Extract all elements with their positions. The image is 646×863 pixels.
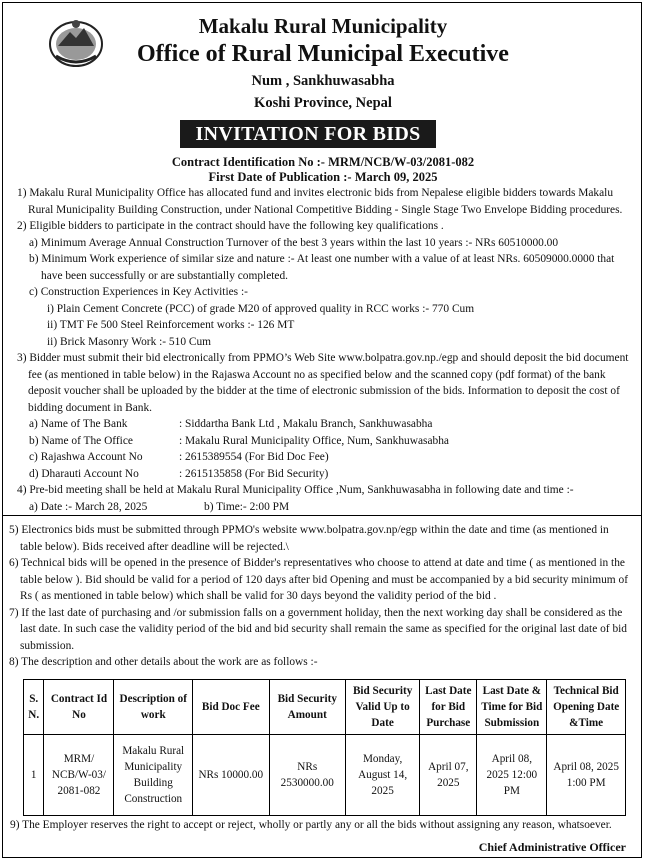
cell-bid-security: NRs 2530000.00 — [269, 735, 345, 816]
cell-description: Makalu Rural Municipality Building Construction — [114, 735, 193, 816]
paragraph-5: 5) Electronics bids must be submitted through PPMO's website www.bolpatra.gov.np/egp within the date and time (as mentioned in table below). Bids received after deadline will be rejected.\ — [9, 524, 609, 553]
cell-opening: April 08, 2025 1:00 PM — [547, 735, 626, 816]
prebid-time: b) Time:- 2:00 PM — [204, 500, 290, 513]
activity-i: i) Plain Cement Concrete (PCC) of grade M20 of approved quality in RCC works :- 770 Cum — [47, 302, 475, 315]
col-bid-doc-fee: Bid Doc Fee — [193, 680, 269, 735]
cell-sn: 1 — [24, 735, 44, 816]
notice-body-top — [17, 185, 633, 515]
paragraph-8: 8) The description and other details about the work are as follows :- — [9, 656, 318, 668]
bank-row — [17, 416, 633, 433]
address-line-1: Num , Sankhuwasabha — [251, 73, 395, 89]
table-header-row — [24, 680, 626, 735]
prebid-row — [17, 499, 633, 516]
office-label: b) Name of The Office — [29, 434, 133, 447]
table-row — [24, 735, 626, 816]
publication-date-line: First Date of Publication :- March 09, 2025 — [208, 170, 438, 184]
dharauti-label: d) Dharauti Account No — [29, 467, 139, 480]
col-bid-security: Bid Security Amount — [269, 680, 345, 735]
section-divider — [2, 515, 642, 516]
col-last-submission: Last Date & Time for Bid Submission — [477, 680, 547, 735]
dharauti-value: : 2615135858 (For Bid Security) — [179, 467, 329, 480]
paragraph-9: 9) The Employer reserves the right to accept or reject, wholly or partly any or all the bids without assigning any reason, whatsoever. — [10, 819, 612, 831]
office-name: Office of Rural Municipal Executive — [137, 41, 509, 67]
notice-body-bottom — [9, 522, 629, 671]
bank-label: a) Name of The Bank — [29, 418, 128, 430]
activity-iii: ii) Brick Masonry Work :- 510 Cum — [47, 335, 212, 348]
paragraph-6: 6) Technical bids will be opened in the presence of Bidder's representatives who choose to attend at date and time ( as mentioned in the table below ). Bid should be valid for a period of 120 days after bid Opening and must be accompanied by a bid security minimum of Rs ( as mentioned in table below) which shall be valid for 30 days beyond the validity period of the bid . — [9, 557, 628, 602]
invitation-banner: INVITATION FOR BIDS — [180, 120, 436, 148]
office-value: : Makalu Rural Municipality Office, Num, Sankhuwasabha — [179, 434, 449, 447]
cell-bid-doc-fee: NRs 10000.00 — [193, 735, 269, 816]
signature-title: Chief Administrative Officer — [478, 840, 626, 854]
prebid-date: a) Date :- March 28, 2025 — [29, 500, 148, 513]
office-row — [17, 433, 633, 450]
cell-contract-id: MRM/ NCB/W-03/ 2081-082 — [44, 735, 114, 816]
dharauti-row — [17, 466, 633, 483]
contract-id-line: Contract Identification No :- MRM/NCB/W-03/2081-082 — [171, 155, 475, 169]
qualification-a: a) Minimum Average Annual Construction Turnover of the best 3 years within the last 10 years :- NRs 60510000.00 — [29, 236, 559, 249]
paragraph-1: 1) Makalu Rural Municipality Office has allocated fund and invites electronic bids from Nepalese eligible bidders towards Makalu Rural Municipality Building Construction, under National Competitive Bidding - Single Stage Two Envelope Bidding procedures. — [17, 187, 623, 216]
cell-security-valid: Monday, August 14, 2025 — [345, 735, 419, 816]
rajashwa-value: : 2615389554 (For Bid Doc Fee) — [179, 451, 329, 463]
rajashwa-label: c) Rajashwa Account No — [29, 451, 143, 463]
qualification-b: b) Minimum Work experience of similar size and nature :- At least one number with a value of at least NRs. 60509000.0000 that have been successfully or are substantially completed. — [29, 253, 615, 282]
qualification-c: c) Construction Experiences in Key Activities :- — [29, 286, 248, 298]
rajashwa-row — [17, 449, 633, 466]
address-line-2: Koshi Province, Nepal — [254, 95, 392, 111]
col-security-valid: Bid Security Valid Up to Date — [345, 680, 419, 735]
cell-last-submission: April 08, 2025 12:00 PM — [477, 735, 547, 816]
col-last-purchase: Last Date for Bid Purchase — [420, 680, 477, 735]
activity-ii: ii) TMT Fe 500 Steel Reinforcement works :- 126 MT — [47, 319, 295, 331]
col-contract-id: Contract Id No — [44, 680, 114, 735]
paragraph-4: 4) Pre-bid meeting shall be held at Makalu Rural Municipality Office ,Num, Sankhuwasabha in following date and time :- — [17, 484, 574, 496]
col-sn: S. N. — [24, 680, 44, 735]
col-description: Description of work — [114, 680, 193, 735]
cell-last-purchase: April 07, 2025 — [420, 735, 477, 816]
bank-value: : Siddartha Bank Ltd , Makalu Branch, Sankhuwasabha — [179, 418, 433, 430]
paragraph-2: 2) Eligible bidders to participate in the contract should have the following key qualifications . — [17, 220, 444, 232]
municipality-name: Makalu Rural Municipality — [198, 14, 448, 38]
bid-details-table — [23, 679, 626, 816]
paragraph-7: 7) If the last date of purchasing and /or submission falls on a government holiday, then the next working day shall be considered as the last date. In such case the validity period of the bid and bid security shall remain the same as specified for the original last date of bid submission. — [9, 606, 627, 652]
paragraph-3: 3) Bidder must submit their bid electronically from PPMO’s Web Site www.bolpatra.gov.np./egp and should deposit the bid document fee (as mentioned in table below) in the Rajaswa Account no as specified below and the scanned copy (pdf format) of the bank deposit voucher shall be uploaded by the bidder at the time of electronic submission of the bids. Information to deposit the cost of bidding document in Bank. — [17, 352, 629, 414]
col-opening: Technical Bid Opening Date &Time — [547, 680, 626, 735]
